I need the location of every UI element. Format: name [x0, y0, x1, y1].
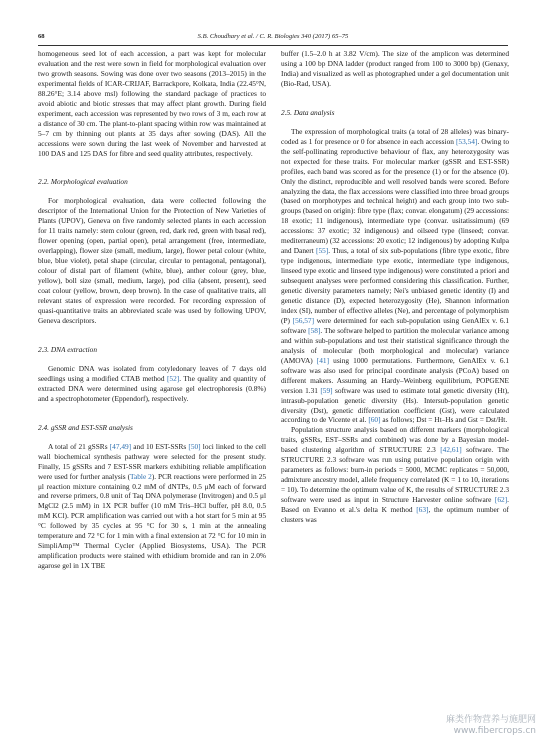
citation-link[interactable]: [42,61] [440, 445, 462, 455]
watermark-chinese: 麻类作物营养与施肥网 [445, 715, 536, 725]
citation-link[interactable]: [50] [188, 441, 201, 451]
paragraph-dna: Genomic DNA was isolated from cotyledonary leaves of 7 days old seedlings using a modified CTAB method [52]. The quality and quantity of extracted DNA were determined using agarose gel electrophoresis (0.8%) and a spectrophotometer (Eppendorf), respectively. [38, 363, 266, 403]
citation-link[interactable]: [41] [316, 355, 330, 365]
running-title: S.B. Choudhary et al. / C. R. Biologies 340 (2017) 65–75 [197, 33, 349, 40]
citation-link[interactable]: [53,54] [455, 136, 478, 146]
paragraph-morphological: For morphological evaluation, data were collected following the descriptor of the International Union for the Protection of New Varieties of Plants (UPOV), Geneva on five randomly selected plants in each accession for 11 traits namely: stem colour (green, red, dark red, green with basal red), flower opening (open, partial open), petal arrangement (free, intermediate, overlapping), flower size (small, medium, large), flower petal colour (white, blue, blue violet), petal shape (circular, circular to pentagonal, pentagonal), colour of distal part of filament (white, blue), anther colour (grey, blue, yellow), boll size (small, medium, large), pod cilia (absent, present), seed coat colour (yellow, brown, deep brown). In the case of qualitative traits, all relevant states of expression were recorded. For recording expression of quasi-quantitative traits an abbreviated scale was used by following UPOV, Geneva descriptors. [38, 196, 266, 325]
site-watermark [446, 715, 536, 737]
paragraph-ssr: A total of 21 gSSRs [47,49] and 10 EST-SSRs [50] loci linked to the cell wall biochemical synthesis pathway were selected for the present study. Finally, 15 gSSRs and 7 EST-SSR markers exhibiting reliable amplification were used for further analysis (Table 2). PCR reactions were performed in 25 μl reaction mixture containing 0.2 mM of dNTPs, 0.5 μM each of forward and reverse primers, 0.8 unit of Taq DNA polymerase (Invitrogen) and 0.5 μl MgCl2 (2.5 mM) in 1X PCR buffer (10 mM Tris–HCl buffer, pH 8.0, 0.5 mM KCl). PCR amplification was carried out with a hot start for 5 min at 95 °C followed by 35 cycles at 95 °C for 30 s, 1 min at the annealing temperature and 72 °C for 1 min with a final extension at 72 °C for 10 min in SimpliAmp™ Thermal Cycler (Applied Biosystems, USA). The PCR amplification products were stained with ethidium bromide and ran in 2.0% agarose gel in 1X TBE [38, 441, 266, 571]
page-header [38, 33, 508, 45]
paragraph-buffer: buffer (1.5–2.0 h at 3.82 V/cm). The size of the amplicon was determined using a 100 bp DNA ladder (product ranged from 100 to 3000 bp) (Genaxy, India) and visualized as well as photographed under a gel documentation unit (Bio-Rad, USA). [281, 49, 509, 88]
citation-link[interactable]: [55] [316, 246, 329, 256]
citation-link[interactable]: [56,57] [292, 315, 315, 325]
header-rule [38, 45, 508, 46]
left-column [38, 49, 266, 571]
heading-morphological-evaluation: 2.2. Morphological evaluation [38, 177, 128, 187]
citation-link[interactable]: [59] [320, 385, 333, 395]
watermark-url: www.fibercrops.cn [453, 726, 536, 736]
table-link[interactable]: Table 2 [130, 471, 152, 481]
paragraph-sowing: homogeneous seed lot of each accession, a part was kept for molecular evaluation and the rest were sown in field for morphological evaluation over two growth seasons. Sowing was done over two seasons (2013–2015) in the experimental fields of ICAR-CRIJAF, Barrackpore, Kolkata, India (22.45°N, 88.26°E; 3.14 above msl) following the standard package of practices to avoid abiotic and biotic stresses that may affect plant growth. During field experiment, each accession was represented by two rows of 3 m, each row at a distance of 30 cm. The plant-to-plant spacing within row was maintained at 5–7 cm by thinning out plants at 35 days after sowing (DAS). All the accessions were sown during the last week of November and harvested at 100 DAS and 125 DAS for fibre and seed quality attributes, respectively. [38, 49, 266, 158]
citation-link[interactable]: [63] [416, 505, 429, 515]
page-number: 68 [38, 33, 45, 40]
paragraph-data-analysis: The expression of morphological traits (a total of 28 alleles) was binary-coded as 1 for presence or 0 for absence in each accession [53,54]. Owing to the self-pollinating reproductive behaviour of flax, any heterozygosity was not expected for these traits. For molecular marker (gSSR and EST-SSR) profiles, each band was scored as for the presence (1) or for the absence (0). Only the distinct, reproducible and well resolved bands were scored. Before analyzing the data, the flax accessions were classified into three broad groups (based on morphotypes and technical height) and each group into two sub-groups (based on origin): fibre type (flax; convar. elongatum) (29 accessions: 18 exotic; 11 indigenous), intermediate type (convar. usitatissimum) (69 accessions: 37 exotic; 32 indigenous) and oilseed type (linseed; convar. mediterraneum) (32 accessions: 20 exotic; 12 indigenous) by adopting Kulpa and Danert [55]. Thus, a total of six sub-populations (fibre type exotic, fibre type indigenous, intermediate type exotic, intermediate type indigenous, linseed type exotic and linseed type indigenous) were constituted a priori and subsequent analyses were performed considering this classification. Further, genetic diversity parameters namely; Nei's unbiased genetic identity (I) and genetic distance (D), expected heterozygosity (He), Shannon information index (SI), number of effective alleles (Ne), and percentage of polymorphism (P) [56,57] were determined for each sub-population using GenAlEx v. 6.1 software [58]. The software helped to partition the molecular variance among and within sub-populations and test their statistical significance through the analysis of molecular (both morphological and molecular) variance (AMOVA) [41] using 1000 permutations. Furthermore, GenAlEx v. 6.1 software was also used for principal coordinate analysis (PCoA) based on different makers. Assuming an Hardy–Weinberg equilibrium, POPGENE version 1.31 [59] software was used to estimate total genetic diversity (Ht), intrasub-population genetic diversity (Hs). Intersub-population genetic diversity (Dst), genetic differentiation coefficient (Gst), were calculated according to de Vicente et al. [60] as follows; Dst = Ht–Hs and Gst = Dst/Ht. [281, 126, 510, 425]
citation-link[interactable]: [47,49] [109, 441, 132, 451]
citation-link[interactable]: [60] [368, 415, 381, 425]
citation-link[interactable]: [62] [494, 495, 508, 505]
citation-link[interactable]: [52] [166, 373, 180, 383]
heading-ssr-analysis: 2.4. gSSR and EST-SSR analysis [38, 422, 133, 432]
heading-data-analysis: 2.5. Data analysis [281, 107, 335, 117]
right-column [281, 49, 509, 525]
citation-link[interactable]: [58] [308, 325, 321, 335]
heading-dna-extraction: 2.3. DNA extraction [38, 344, 98, 354]
paragraph-structure: Population structure analysis based on different markers (morphological traits, gSSRs, EST–SSRs and combined) was done by a Bayesian model-based clustering algorithm of STRUCTURE 2.3 [42,61] software. The STRUCTURE 2.3 software was run using putative population origin with parameters as follows: burn-in periods = 5000, MCMC replicates = 50,000, admixture ancestry model, allele frequency correlated (K = 1 to 10, iterations = 10). To determine the optimum value of K, the results of STRUCTURE 2.3 software were used as input in Structure Harvester online software [62]. Based on Evanno et al.'s delta K method [63], the optimum number of clusters was [281, 425, 510, 524]
